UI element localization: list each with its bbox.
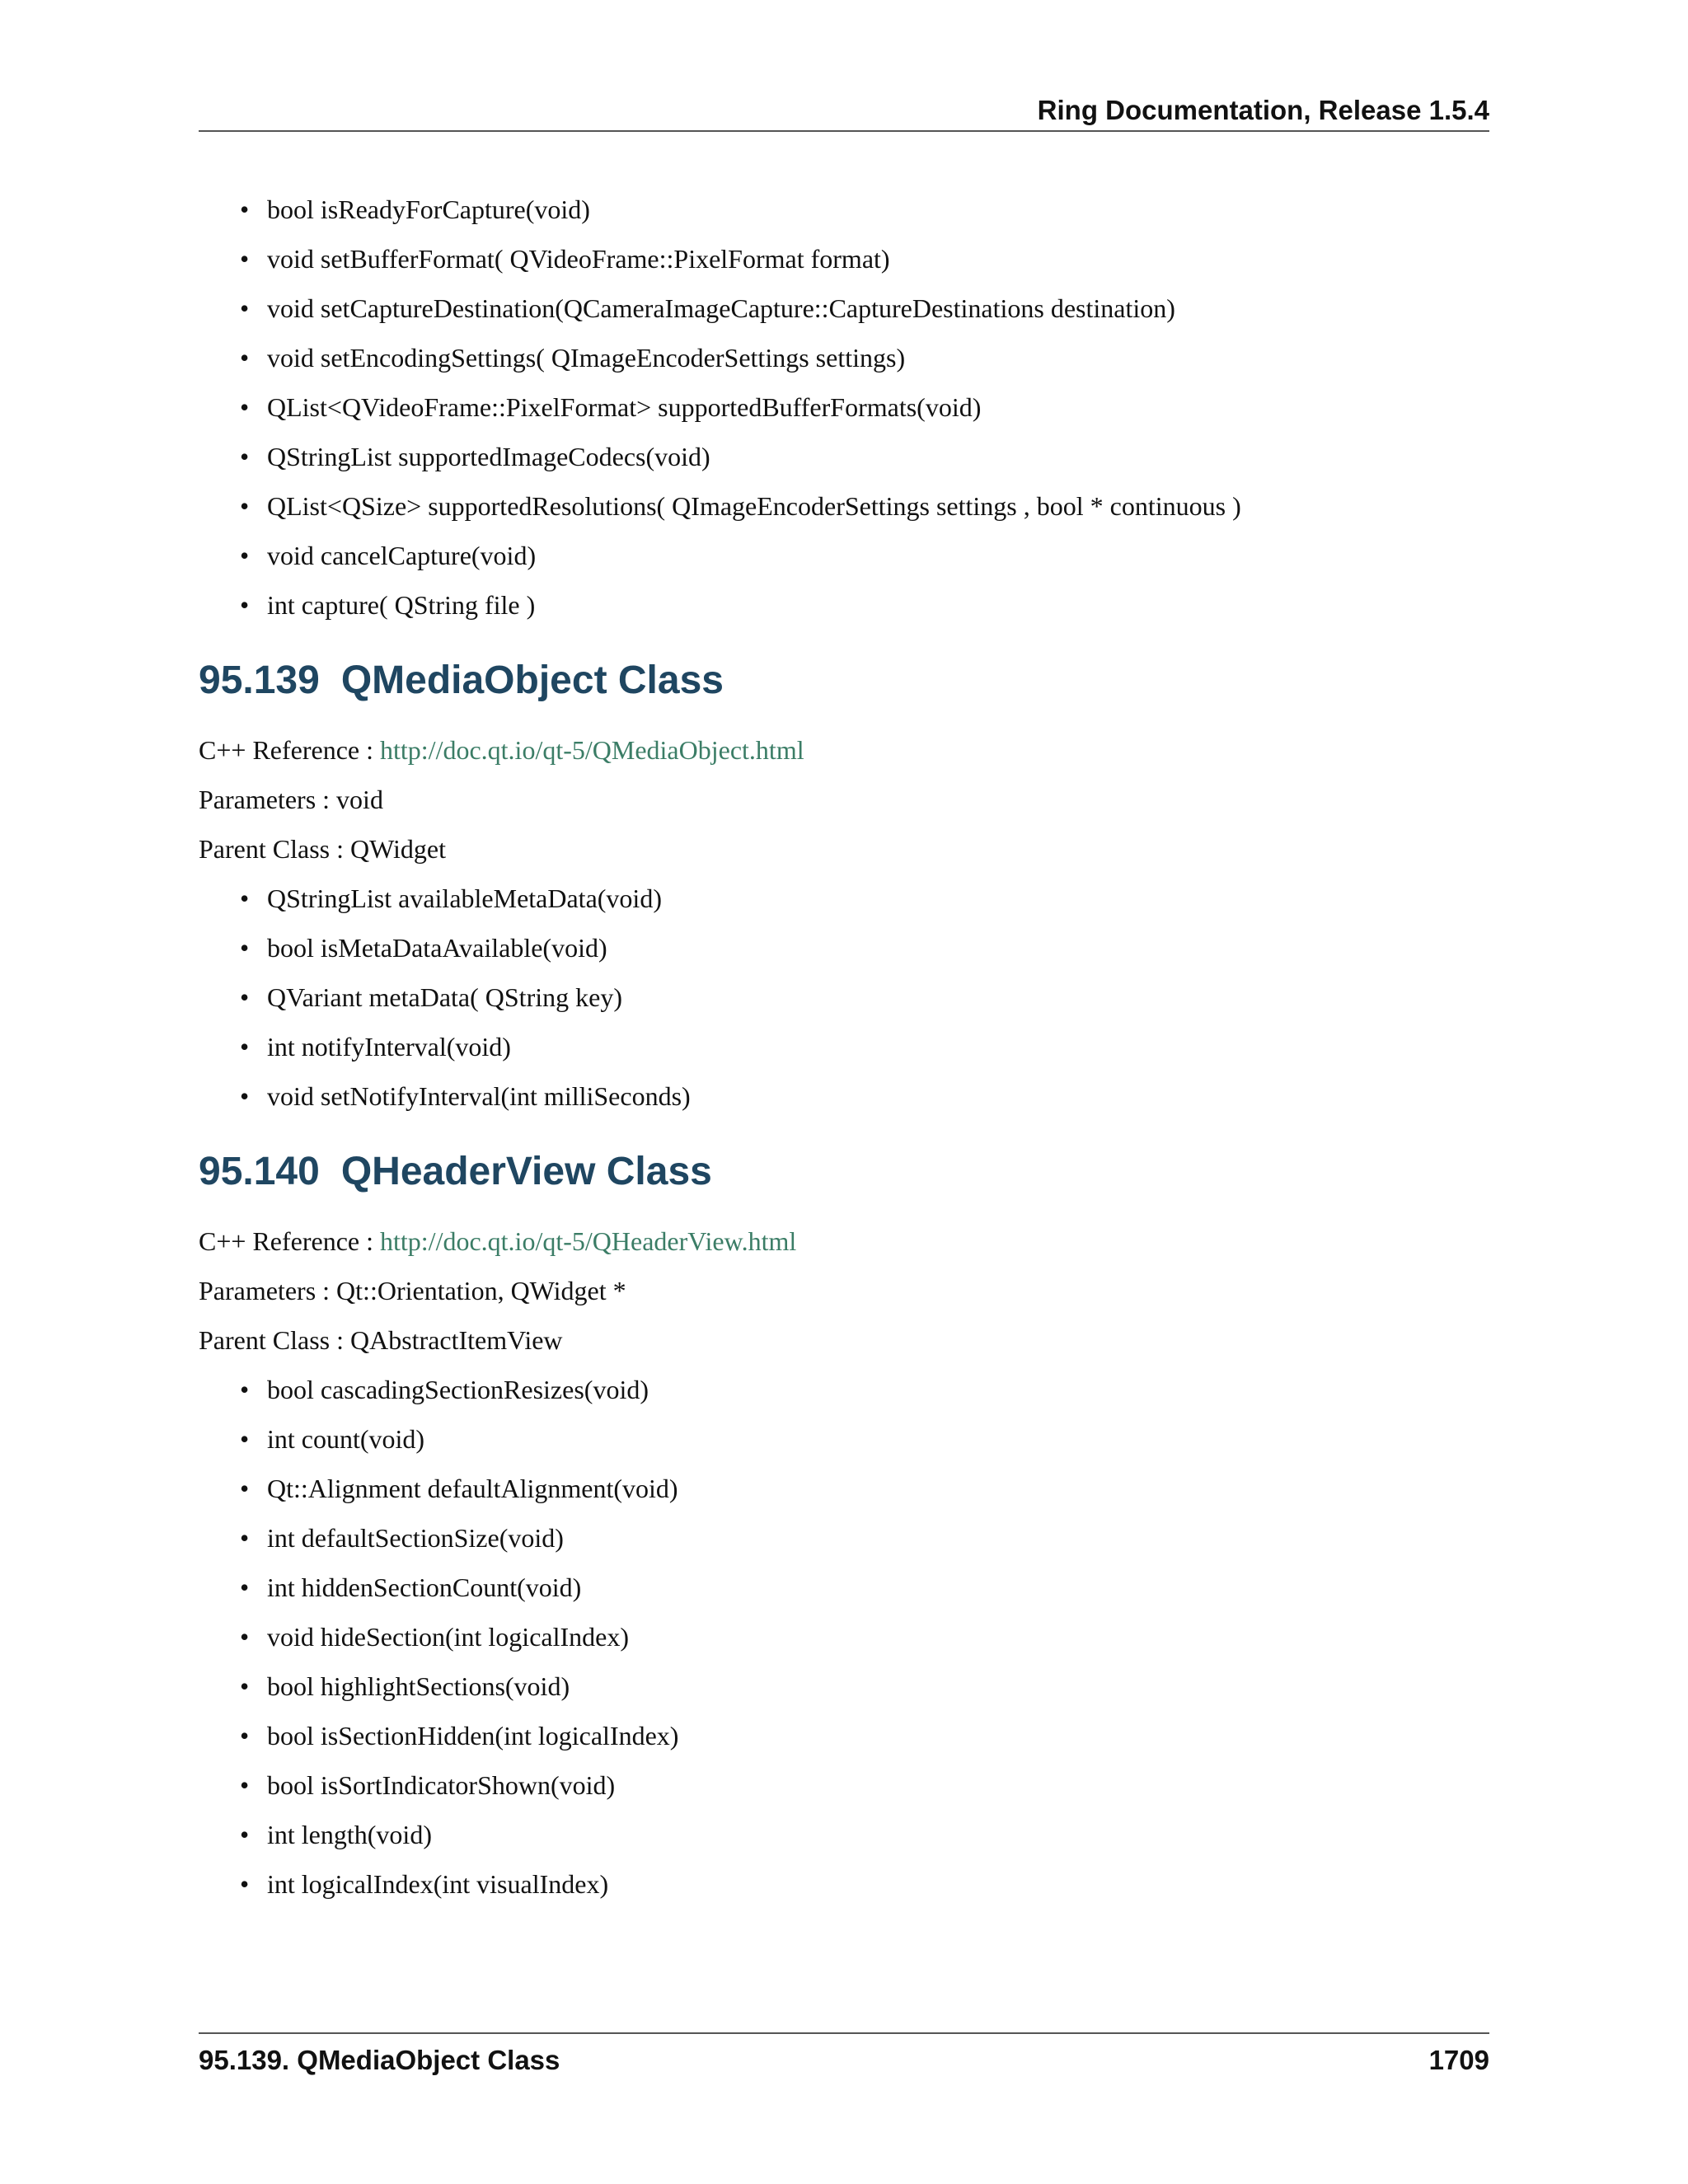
bullet: • xyxy=(240,491,250,521)
list-item: • bool isMetaDataAvailable(void) xyxy=(240,933,607,963)
list-item: • void cancelCapture(void) xyxy=(240,541,537,570)
bullet: • xyxy=(240,293,250,323)
running-footer xyxy=(199,2032,1489,2079)
cpp-reference-link[interactable]: http://doc.qt.io/qt-5/QMediaObject.html xyxy=(380,735,804,765)
parameters: Parameters : Qt::Orientation, QWidget * xyxy=(199,1276,626,1305)
bullet: • xyxy=(240,1032,250,1062)
list-item: • bool highlightSections(void) xyxy=(240,1671,570,1701)
bullet: • xyxy=(240,883,250,913)
list-item: • bool cascadingSectionResizes(void) xyxy=(240,1375,649,1404)
bullet: • xyxy=(240,1523,250,1553)
bullet: • xyxy=(240,343,250,373)
list-item: • bool isReadyForCapture(void) xyxy=(240,194,590,224)
parameters: Parameters : void xyxy=(199,785,383,814)
list-item: • int length(void) xyxy=(240,1820,432,1849)
header-title: Ring Documentation, Release 1.5.4 xyxy=(1037,95,1489,125)
list-item: • QList<QSize> supportedResolutions( QImageEncoderSettings settings , bool * continuous ) xyxy=(240,491,1241,521)
parent-class: Parent Class : QWidget xyxy=(199,834,446,864)
bullet: • xyxy=(240,1869,250,1899)
bullet: • xyxy=(240,1081,250,1111)
bullet: • xyxy=(240,541,250,570)
cpp-reference: C++ Reference : http://doc.qt.io/qt-5/QMediaObject.html xyxy=(199,735,804,765)
bullet: • xyxy=(240,933,250,963)
bullet: • xyxy=(240,194,250,224)
list-item: • Qt::Alignment defaultAlignment(void) xyxy=(240,1474,678,1503)
section-heading xyxy=(199,1149,1489,1195)
method-list xyxy=(199,883,1489,1111)
bullet: • xyxy=(240,244,250,274)
bullet: • xyxy=(240,1572,250,1602)
page-number: 1709 xyxy=(1428,2045,1489,2075)
bullet: • xyxy=(240,982,250,1012)
bullet: • xyxy=(240,1671,250,1701)
bullet: • xyxy=(240,590,250,620)
list-item: • QList<QVideoFrame::PixelFormat> supportedBufferFormats(void) xyxy=(240,392,982,422)
cpp-reference-link[interactable]: http://doc.qt.io/qt-5/QHeaderView.html xyxy=(380,1226,797,1256)
bullet: • xyxy=(240,1474,250,1503)
page-content xyxy=(199,194,1489,1919)
section-heading xyxy=(199,658,1489,704)
list-item: • QVariant metaData( QString key) xyxy=(240,982,622,1012)
parent-class: Parent Class : QAbstractItemView xyxy=(199,1325,563,1355)
bullet: • xyxy=(240,442,250,471)
bullet: • xyxy=(240,1770,250,1800)
footer-section: 95.139. QMediaObject Class xyxy=(199,2045,560,2075)
list-item: • int capture( QString file ) xyxy=(240,590,536,620)
list-item: • QStringList supportedImageCodecs(void) xyxy=(240,442,710,471)
list-item: • void setCaptureDestination(QCameraImageCapture::CaptureDestinations destination) xyxy=(240,293,1175,323)
bullet: • xyxy=(240,1424,250,1454)
method-list xyxy=(199,1375,1489,1899)
bullet: • xyxy=(240,1820,250,1849)
list-item: • int notifyInterval(void) xyxy=(240,1032,511,1062)
bullet: • xyxy=(240,392,250,422)
section-number: 95.140 xyxy=(199,1150,320,1193)
cpp-reference: C++ Reference : http://doc.qt.io/qt-5/QHeaderView.html xyxy=(199,1226,797,1256)
list-item: • QStringList availableMetaData(void) xyxy=(240,883,662,913)
list-item: • void hideSection(int logicalIndex) xyxy=(240,1622,629,1652)
list-item: • int defaultSectionSize(void) xyxy=(240,1523,564,1553)
top-method-list xyxy=(199,194,1489,620)
section-title: QHeaderView Class xyxy=(340,1150,712,1193)
list-item: • int hiddenSectionCount(void) xyxy=(240,1572,582,1602)
section-number: 95.139 xyxy=(199,658,320,702)
bullet: • xyxy=(240,1375,250,1404)
list-item: • int logicalIndex(int visualIndex) xyxy=(240,1869,609,1899)
list-item: • void setEncodingSettings( QImageEncoderSettings settings) xyxy=(240,343,906,373)
section-title: QMediaObject Class xyxy=(340,658,724,702)
running-header xyxy=(199,92,1489,132)
list-item: • void setBufferFormat( QVideoFrame::PixelFormat format) xyxy=(240,244,890,274)
bullet: • xyxy=(240,1622,250,1652)
list-item: • void setNotifyInterval(int milliSeconds) xyxy=(240,1081,691,1111)
list-item: • bool isSectionHidden(int logicalIndex) xyxy=(240,1721,679,1750)
bullet: • xyxy=(240,1721,250,1750)
list-item: • int count(void) xyxy=(240,1424,425,1454)
list-item: • bool isSortIndicatorShown(void) xyxy=(240,1770,616,1800)
